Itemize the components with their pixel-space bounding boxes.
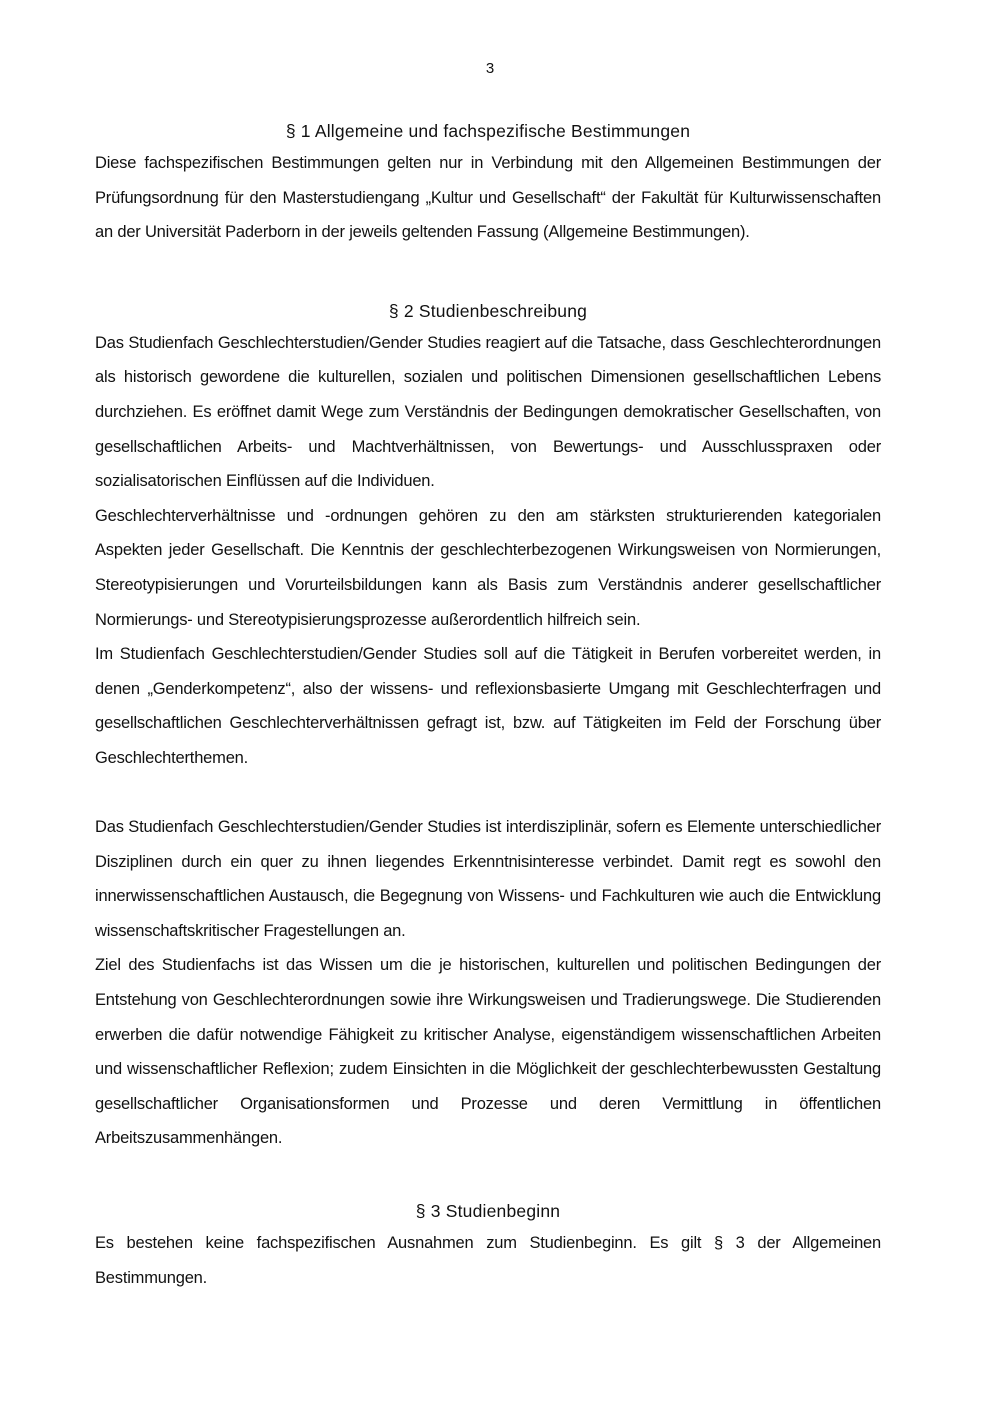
paragraph-1-1: Diese fachspezifischen Bestimmungen gelten nur in Verbindung mit den Allgemeinen Bestimmungen der Prüfungsordnung für den Masterstudiengang „Kultur und Gesellschaft“ der Fakultät für Kulturwissenschaften an der Universität Paderborn in der jeweils geltenden Fassung (Allgemeine Bestimmungen). xyxy=(95,154,881,242)
section-title-2: § 2 Studienbeschreibung xyxy=(388,300,588,321)
page-number: 3 xyxy=(485,60,495,77)
paragraph-2-3: Im Studienfach Geschlechterstudien/Gender Studies soll auf die Tätigkeit in Berufen vorbereitet werden, in denen „Genderkompetenz“, also der wissens- und reflexionsbasierte Umgang mit Geschlechterfragen und gesellschaftlichen Geschlechterverhältnissen gefragt ist, bzw. auf Tätigkeiten im Feld der Forschung über Geschlechterthemen. xyxy=(95,645,881,767)
section-1 xyxy=(95,116,881,250)
blank-line xyxy=(95,776,881,811)
paragraph-2-1: Das Studienfach Geschlechterstudien/Gender Studies reagiert auf die Tatsache, dass Geschlechterordnungen als historisch gewordene die kulturellen, sozialen und politischen Dimensionen gesellschaftlichen Lebens durchziehen. Es eröffnet damit Wege zum Verständnis der Bedingungen demokratischer Gesellschaften, von gesellschaftlichen Arbeits- und Machtverhältnissen, von Bewertungs- und Ausschlusspraxen oder sozialisatorischen Einflüssen auf die Individuen. xyxy=(95,333,881,491)
paragraph-2-4: Das Studienfach Geschlechterstudien/Gender Studies ist interdisziplinär, sofern es Elemente unterschiedlicher Disziplinen durch ein quer zu ihnen liegendes Erkenntnisinteresse verbindet. Damit regt es sowohl den innerwissenschaftlichen Austausch, die Begegnung von Wissens- und Fachkulturen wie auch die Entwicklung wissenschaftskritischer Fragestellungen an. xyxy=(95,818,881,940)
spacer xyxy=(95,1156,881,1196)
document-body xyxy=(95,116,881,1295)
paragraph-3-1: Es bestehen keine fachspezifischen Ausnahmen zum Studienbeginn. Es gilt § 3 der Allgemeinen Bestimmungen. xyxy=(95,1234,881,1287)
spacer xyxy=(95,250,881,296)
paragraph-2-5: Ziel des Studienfachs ist das Wissen um die je historischen, kulturellen und politischen Bedingungen der Entstehung von Geschlechterordnungen sowie ihre Wirkungsweisen und Tradierungswege. Die Studierenden erwerben die dafür notwendige Fähigkeit zu kritischer Analyse, eigenständigem wissenschaftlichen Arbeiten und wissenschaftlicher Reflexion; zudem Einsichten in die Möglichkeit der geschlechterbewussten Gestaltung gesellschaftlicher Organisationsformen und Prozesse und deren Vermittlung in öffentlichen Arbeitszusammenhängen. xyxy=(95,956,881,1148)
section-title-1: § 1 Allgemeine und fachspezifische Bestimmungen xyxy=(285,121,691,141)
paragraph-2-2: Geschlechterverhältnisse und -ordnungen gehören zu den am stärksten strukturierenden kategorialen Aspekten jeder Gesellschaft. Die Kenntnis der geschlechterbezogenen Wirkungsweisen von Normierungen, Stereotypisierungen und Vorurteilsbildungen kann als Basis zum Verständnis anderer gesellschaftlicher Normierungs- und Stereotypisierungsprozesse außerordentlich hilfreich sein. xyxy=(95,506,881,629)
section-3 xyxy=(95,1196,881,1295)
section-title-3: § 3 Studienbeginn xyxy=(415,1201,561,1222)
section-2 xyxy=(95,296,881,1156)
